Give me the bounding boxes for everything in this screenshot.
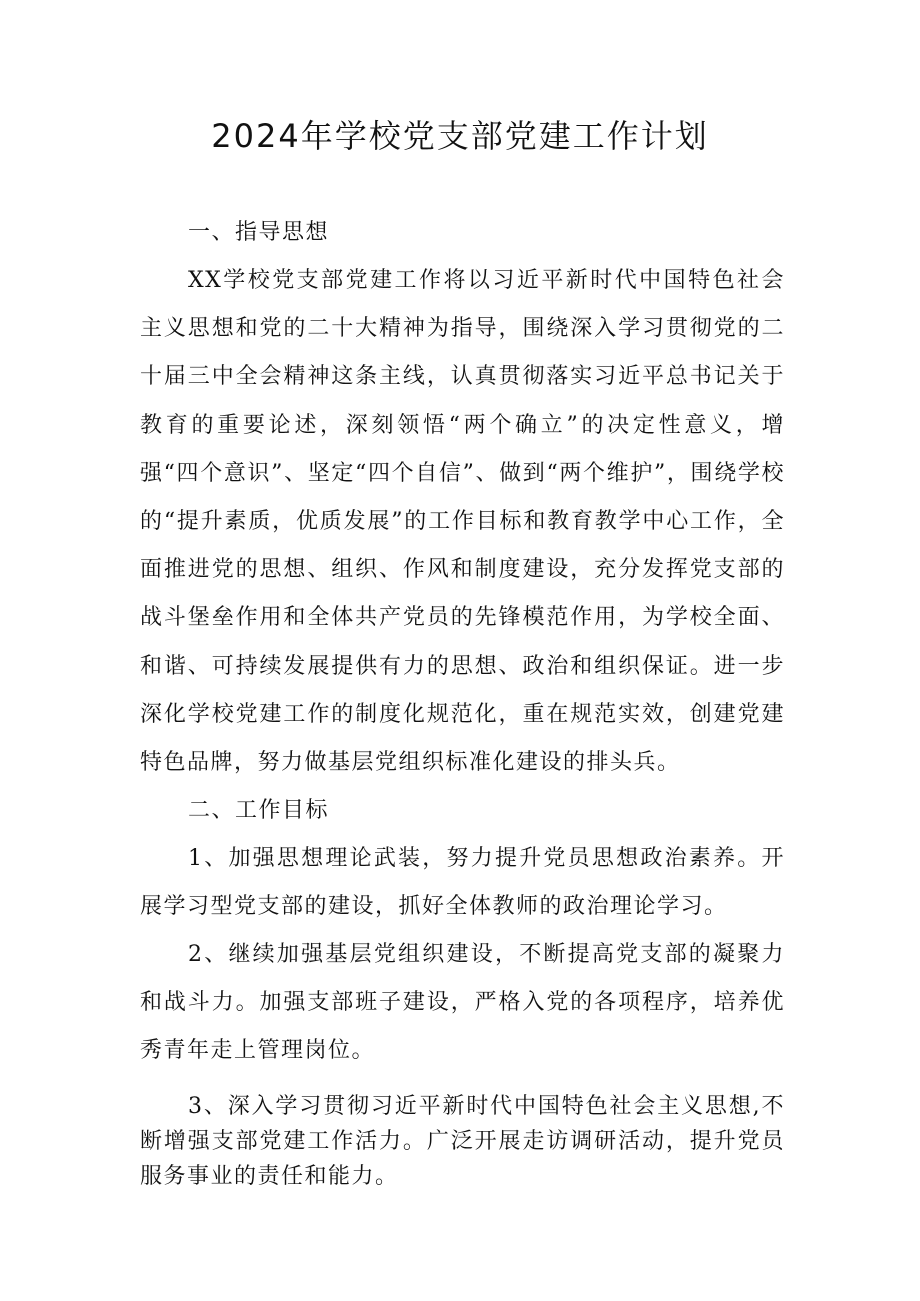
paragraph-guiding-ideology: XX学校党支部党建工作将以习近平新时代中国特色社会主义思想和党的二十大精神为指导，围绕深入学习贯彻党的二十届三中全会精神这条主线，认真贯彻落实习近平总书记关于教育的重要论述，深刻领悟“两个确立”的决定性意义，增强“四个意识”、坚定“四个自信”、做到“两个维护”，围绕学校的“提升素质，优质发展”的工作目标和教育教学中心工作，全面推进党的思想、组织、作风和制度建设，充分发挥党支部的战斗堡垒作用和全体共产党员的先锋模范作用，为学校全面、和谐、可持续发展提供有力的思想、政治和组织保证。进一步深化学校党建工作的制度化规范化，重在规范实效，创建党建特色品牌，努力做基层党组织标准化建设的排头兵。 [140,268,785,776]
goal-item-1: 1、加强思想理论武装，努力提升党员思想政治素养。开展学习型党支部的建设，抓好全体教师的政治理论学习。 [140,846,785,920]
section-heading-guiding-ideology: 一、指导思想 [188,220,330,245]
goal-item-2: 2、继续加强基层党组织建设，不断提高党支部的凝聚力和战斗力。加强支部班子建设，严格入党的各项程序，培养优秀青年走上管理岗位。 [140,942,785,1064]
document-title: 2024年学校党支部党建工作计划 [211,117,709,155]
section-heading-work-goals: 二、工作目标 [188,798,330,823]
goal-item-3: 3、深入学习贯彻习近平新时代中国特色社会主义思想,不断增强支部党建工作活力。广泛开展走访调研活动，提升党员服务事业的责任和能力。 [140,1094,785,1189]
